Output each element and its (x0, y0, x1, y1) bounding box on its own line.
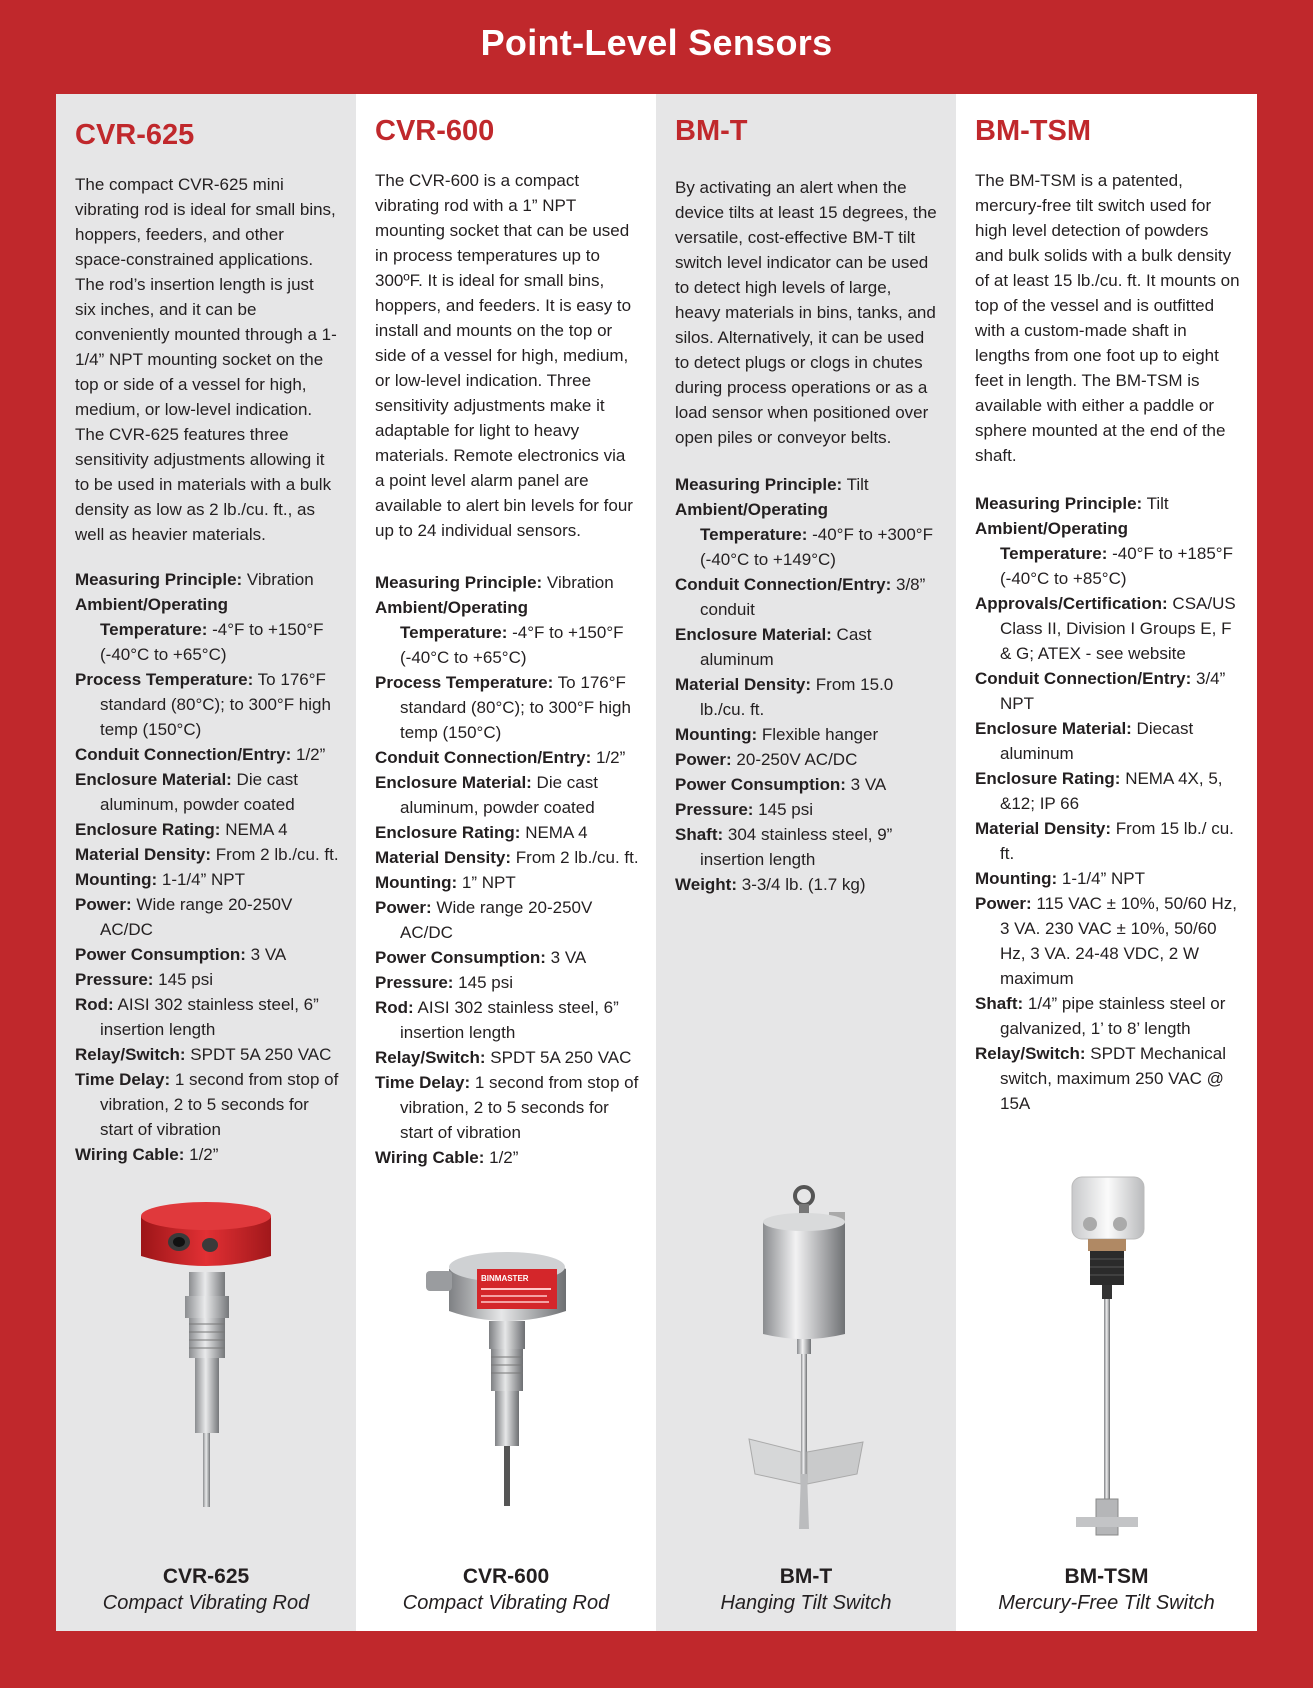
spec-value: 1” NPT (457, 872, 516, 892)
spec-item (375, 1070, 639, 1145)
cvr-625-sensor-image (56, 1196, 356, 1511)
spec-label: Enclosure Material: (375, 772, 532, 792)
product-description: By activating an alert when the device tilts at least 15 degrees, the versatile, cost-effective BM-T tilt switch level indicator can be used to detect high levels of large, heavy materials in bins, tanks, and silos. Alternatively, it can be used to detect plugs or clogs in chutes during process operations or as a load sensor when positioned over open piles or conveyor belts. (675, 177, 937, 447)
caption-subtitle: Compact Vibrating Rod (102, 1592, 310, 1614)
spec-item (375, 1045, 639, 1070)
spec-item (375, 770, 639, 820)
spec-item (375, 745, 639, 770)
product-description: The compact CVR-625 mini vibrating rod is ideal for small bins, hoppers, feeders, and other space-constrained applications. The rod’s insertion length is just six inches, and it can be conveniently mounted through a 1-1/4” NPT mounting socket on the top or side of a vessel for high, medium, or low-level indication. The CVR-625 features three sensitivity adjustments allowing it to be used in materials with a bulk density as low as 2 lb./cu. ft., as well as heavier materials. (75, 174, 337, 544)
spec-value: Die cast aluminum, powder coated (400, 772, 598, 817)
spec-value: From 2 lb./cu. ft. (211, 844, 339, 864)
spec-value: -40°F to +185°F (-40°C to +85°C) (1000, 543, 1233, 588)
cvr-600-sensor-image (356, 1239, 656, 1509)
spec-item (975, 666, 1240, 716)
spec-item (75, 992, 339, 1042)
spec-value: 1-1/4” NPT (1057, 868, 1145, 888)
nameplate-label: BINMASTER (481, 1274, 529, 1283)
spec-label: Material Density: (75, 844, 212, 864)
spec-item (675, 747, 939, 772)
spec-value: SPDT Mechanical switch, maximum 250 VAC @ 15A (1000, 1043, 1227, 1113)
spec-list (675, 472, 939, 897)
spec-value: 3/4” NPT (1000, 668, 1226, 713)
spec-value: -4°F to +150°F (-40°C to +65°C) (400, 622, 624, 667)
product-title: CVR-600 (375, 115, 495, 147)
spec-value: Diecast aluminum (1000, 718, 1194, 763)
spec-item (975, 591, 1240, 666)
spec-label: Enclosure Rating: (375, 822, 521, 842)
spec-item (75, 817, 339, 842)
caption-name: BM-TSM (1064, 1565, 1149, 1588)
spec-item (375, 870, 639, 895)
product-caption (56, 1564, 356, 1616)
spec-label: Power Consumption: (75, 944, 246, 964)
spec-label: Relay/Switch: (975, 1043, 1086, 1063)
spec-value: 145 psi (153, 969, 213, 989)
spec-item (75, 1067, 339, 1142)
spec-label: Shaft: (975, 993, 1024, 1013)
spec-label: Pressure: (675, 799, 754, 819)
spec-value: 1/2” (484, 1147, 519, 1167)
product-columns (56, 94, 1257, 1631)
spec-label: Mounting: (75, 869, 158, 889)
spec-label: Wiring Cable: (375, 1147, 485, 1167)
spec-value: 1 second from stop of vibration, 2 to 5 seconds for start of vibration (400, 1072, 639, 1142)
caption-subtitle: Mercury-Free Tilt Switch (998, 1592, 1215, 1614)
product-title: BM-TSM (975, 115, 1091, 147)
spec-label: Conduit Connection/Entry: (75, 744, 292, 764)
spec-value: 3-3/4 lb. (1.7 kg) (737, 874, 866, 894)
spec-label: Relay/Switch: (375, 1047, 486, 1067)
spec-item (75, 867, 339, 892)
spec-label: Measuring Principle: (75, 569, 243, 589)
spec-item (375, 895, 639, 945)
spec-item (975, 516, 1240, 591)
spec-item (375, 1145, 639, 1170)
spec-label: Enclosure Material: (75, 769, 232, 789)
spec-label: Ambient/Operating Temperature: (975, 518, 1129, 563)
spec-item (975, 891, 1240, 991)
spec-value: From 15.0 lb./cu. ft. (700, 674, 894, 719)
spec-label: Wiring Cable: (75, 1144, 185, 1164)
spec-value: SPDT 5A 250 VAC (485, 1047, 632, 1067)
spec-value: 115 VAC ± 10%, 50/60 Hz, 3 VA. 230 VAC ± 10%, 50/60 Hz, 3 VA. 24-48 VDC, 2 W maximum (1000, 893, 1237, 988)
spec-label: Relay/Switch: (75, 1044, 186, 1064)
spec-label: Measuring Principle: (675, 474, 843, 494)
spec-label: Rod: (375, 997, 414, 1017)
spec-item (975, 491, 1240, 516)
product-caption (956, 1564, 1257, 1616)
spec-value: 1/2” (291, 744, 326, 764)
spec-value: Tilt (1142, 493, 1169, 513)
spec-label: Power Consumption: (675, 774, 846, 794)
spec-label: Time Delay: (75, 1069, 171, 1089)
spec-item (75, 1042, 339, 1067)
column-cvr-600 (356, 94, 656, 1631)
column-bm-tsm (956, 94, 1257, 1631)
spec-item (675, 572, 939, 622)
spec-item (975, 816, 1240, 866)
spec-value: 1 second from stop of vibration, 2 to 5 seconds for start of vibration (100, 1069, 339, 1139)
spec-label: Approvals/Certification: (975, 593, 1168, 613)
spec-value: CSA/US Class II, Division I Groups E, F & G; ATEX - see website (1000, 593, 1236, 663)
spec-value: AISI 302 stainless steel, 6” insertion length (100, 994, 319, 1039)
spec-item (975, 991, 1240, 1041)
spec-value: Die cast aluminum, powder coated (100, 769, 298, 814)
page-title: Point-Level Sensors (480, 22, 833, 63)
spec-value: To 176°F standard (80°C); to 300°F high temp (150°C) (100, 669, 331, 739)
spec-label: Material Density: (675, 674, 812, 694)
spec-item (375, 970, 639, 995)
column-cvr-625 (56, 94, 356, 1631)
spec-item (975, 766, 1240, 816)
spec-label: Rod: (75, 994, 114, 1014)
spec-value: AISI 302 stainless steel, 6” insertion length (400, 997, 619, 1042)
spec-value: Wide range 20-250V AC/DC (400, 897, 593, 942)
spec-label: Power: (675, 749, 732, 769)
caption-subtitle: Hanging Tilt Switch (720, 1592, 892, 1614)
caption-name: CVR-625 (162, 1565, 250, 1588)
spec-label: Enclosure Material: (975, 718, 1132, 738)
spec-label: Ambient/Operating Temperature: (75, 594, 229, 639)
spec-label: Conduit Connection/Entry: (675, 574, 892, 594)
spec-item (75, 842, 339, 867)
spec-label: Weight: (675, 874, 738, 894)
spec-value: 1/2” (591, 747, 626, 767)
spec-value: 145 psi (453, 972, 513, 992)
spec-value: To 176°F standard (80°C); to 300°F high temp (150°C) (400, 672, 631, 742)
spec-label: Shaft: (675, 824, 724, 844)
spec-item (75, 942, 339, 967)
spec-value: NEMA 4 (220, 819, 288, 839)
spec-label: Power Consumption: (375, 947, 546, 967)
spec-item (75, 567, 339, 592)
spec-item (375, 945, 639, 970)
spec-item (75, 1142, 339, 1167)
bm-t-sensor-image (656, 1184, 956, 1544)
spec-label: Power: (975, 893, 1032, 913)
spec-label: Material Density: (975, 818, 1112, 838)
spec-item (675, 622, 939, 672)
spec-label: Power: (375, 897, 432, 917)
spec-value: 145 psi (753, 799, 813, 819)
spec-item (75, 967, 339, 992)
spec-item (375, 670, 639, 745)
spec-label: Mounting: (375, 872, 458, 892)
spec-label: Measuring Principle: (975, 493, 1143, 513)
spec-value: NEMA 4X, 5, &12; IP 66 (1000, 768, 1223, 813)
product-caption (356, 1564, 656, 1616)
spec-item (675, 472, 939, 497)
spec-value: Wide range 20-250V AC/DC (100, 894, 293, 939)
spec-item (975, 716, 1240, 766)
spec-item (375, 995, 639, 1045)
spec-value: 1-1/4” NPT (157, 869, 245, 889)
spec-item (675, 497, 939, 572)
spec-item (75, 742, 339, 767)
caption-name: CVR-600 (462, 1565, 550, 1588)
spec-label: Pressure: (375, 972, 454, 992)
spec-item (975, 866, 1240, 891)
spec-item (675, 672, 939, 722)
spec-item (75, 592, 339, 667)
spec-value: 1/2” (184, 1144, 219, 1164)
spec-value: From 2 lb./cu. ft. (511, 847, 639, 867)
spec-label: Conduit Connection/Entry: (975, 668, 1192, 688)
spec-item (375, 820, 639, 845)
spec-item (375, 570, 639, 595)
spec-list (75, 567, 339, 1167)
spec-item (75, 767, 339, 817)
spec-item (75, 667, 339, 742)
spec-value: -40°F to +300°F (-40°C to +149°C) (700, 524, 933, 569)
bm-tsm-sensor-image (956, 1169, 1257, 1544)
spec-value: Flexible hanger (757, 724, 879, 744)
spec-value: 20-250V AC/DC (731, 749, 858, 769)
caption-name: BM-T (779, 1565, 833, 1588)
spec-label: Material Density: (375, 847, 512, 867)
spec-value: 3 VA (545, 947, 587, 967)
spec-value: 3 VA (845, 774, 887, 794)
spec-label: Enclosure Material: (675, 624, 832, 644)
spec-item (675, 722, 939, 747)
spec-value: -4°F to +150°F (-40°C to +65°C) (100, 619, 324, 664)
spec-label: Power: (75, 894, 132, 914)
spec-label: Pressure: (75, 969, 154, 989)
spec-label: Mounting: (675, 724, 758, 744)
spec-item (375, 845, 639, 870)
product-title: BM-T (675, 115, 748, 147)
product-title: CVR-625 (75, 119, 195, 151)
spec-item (675, 772, 939, 797)
spec-label: Process Temperature: (75, 669, 254, 689)
spec-label: Time Delay: (375, 1072, 471, 1092)
spec-label: Measuring Principle: (375, 572, 543, 592)
spec-value: Vibration (242, 569, 314, 589)
spec-value: 3 VA (245, 944, 287, 964)
spec-item (975, 1041, 1240, 1116)
spec-label: Ambient/Operating Temperature: (375, 597, 529, 642)
spec-value: 3/8” conduit (700, 574, 926, 619)
spec-item (75, 892, 339, 942)
spec-item (375, 595, 639, 670)
spec-list (375, 570, 639, 1170)
spec-label: Enclosure Rating: (75, 819, 221, 839)
spec-label: Mounting: (975, 868, 1058, 888)
spec-label: Ambient/Operating Temperature: (675, 499, 829, 544)
spec-value: 304 stainless steel, 9” insertion length (700, 824, 893, 869)
spec-value: Tilt (842, 474, 869, 494)
spec-list (975, 491, 1240, 1116)
spec-value: From 15 lb./ cu. ft. (1000, 818, 1234, 863)
spec-item (675, 872, 939, 897)
spec-value: SPDT 5A 250 VAC (185, 1044, 332, 1064)
product-caption (656, 1564, 956, 1616)
product-description: The BM-TSM is a patented, mercury-free tilt switch used for high level detection of powders and bulk solids with a bulk density of at least 15 lb./cu. ft. It mounts on top of the vessel and is outfitted with a custom-made shaft in lengths from one foot up to eight feet in length. The BM-TSM is available with either a paddle or sphere mounted at the end of the shaft. (975, 170, 1240, 465)
spec-value: 1/4” pipe stainless steel or galvanized, 1’ to 8’ length (1000, 993, 1226, 1038)
spec-value: Cast aluminum (700, 624, 872, 669)
column-bm-t (656, 94, 956, 1631)
spec-item (675, 797, 939, 822)
spec-label: Enclosure Rating: (975, 768, 1121, 788)
spec-value: NEMA 4 (520, 822, 588, 842)
spec-label: Process Temperature: (375, 672, 554, 692)
caption-subtitle: Compact Vibrating Rod (402, 1592, 610, 1614)
spec-item (675, 822, 939, 872)
spec-label: Conduit Connection/Entry: (375, 747, 592, 767)
product-description: The CVR-600 is a compact vibrating rod with a 1” NPT mounting socket that can be used in process temperatures up to 300ºF. It is ideal for small bins, hoppers, and feeders. It is easy to install and mounts on the top or side of a vessel for high, medium, or low-level indication. Three sensitivity adjustments make it adaptable for light to heavy materials. Remote electronics via a point level alarm panel are available to alert bin levels for four up to 24 individual sensors. (375, 170, 633, 540)
spec-value: Vibration (542, 572, 614, 592)
